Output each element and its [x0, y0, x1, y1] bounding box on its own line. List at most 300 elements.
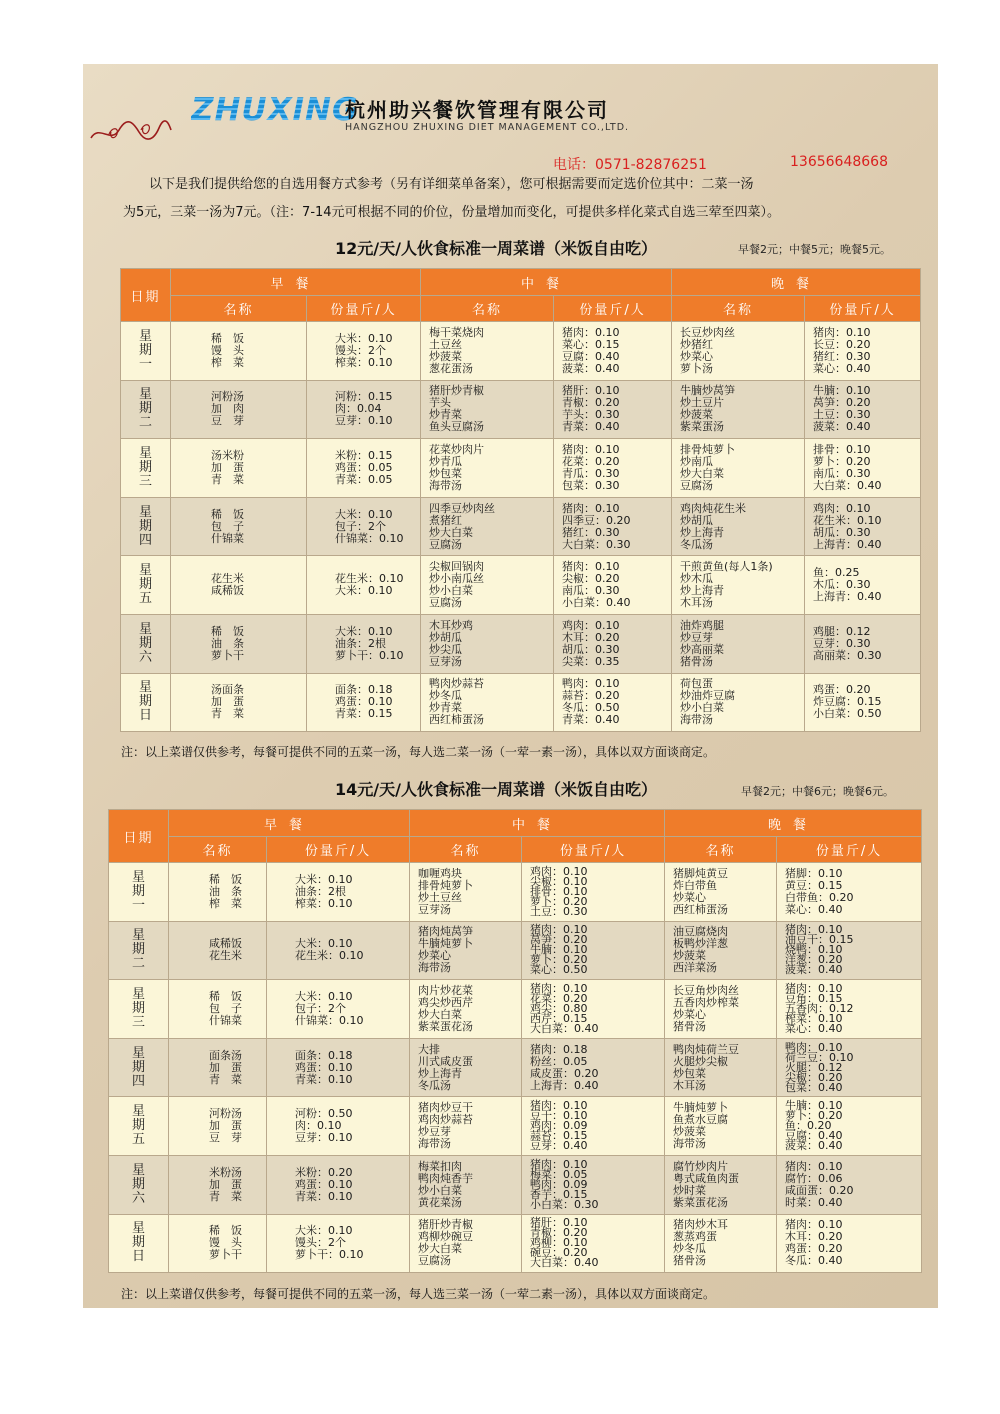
dish-name: 炒菠菜 [680, 408, 714, 422]
table-row [109, 863, 922, 922]
dish-name: 榨 菜 [209, 896, 242, 910]
dish-name: 海带汤 [673, 1137, 707, 1151]
day-cell [121, 497, 171, 556]
portion-value: 五香肉：0.12 [785, 1001, 854, 1015]
day-char: 日 [131, 1249, 145, 1265]
dish-name: 炒南瓜 [680, 454, 714, 468]
subheader-row [109, 837, 922, 863]
dish-cell [672, 673, 805, 732]
col-header-name: 名称 [421, 296, 554, 322]
dish-name: 炒土豆片 [680, 396, 725, 410]
dish-name: 油 条 [209, 884, 242, 898]
dish-name: 土豆丝 [429, 337, 463, 351]
portion-value: 菜心：0.50 [530, 963, 588, 977]
day-cell [109, 1214, 169, 1273]
menu-title-14: 14元/天/人伙食标准一周菜谱（米饭自由吃） [335, 780, 657, 799]
dish-name: 汤米粉 [211, 448, 244, 462]
subheader-row [121, 296, 921, 322]
portion-value: 排骨：0.10 [530, 884, 588, 898]
dish-cell [665, 1097, 777, 1156]
mobile-number: 13656648668 [790, 154, 888, 170]
portion-value: 小白菜：0.30 [530, 1197, 599, 1211]
dish-name: 萝卜汤 [680, 361, 714, 375]
portion-value: 鸡肉：0.10 [562, 618, 620, 632]
dish-name: 炒高丽菜 [680, 642, 725, 656]
portion-cell [554, 322, 672, 381]
portion-value: 冬瓜：0.40 [785, 1254, 843, 1268]
portion-value: 鸭肉：0.10 [562, 677, 620, 691]
dish-name: 排骨炖萝卜 [680, 442, 736, 456]
dish-cell [421, 380, 554, 439]
dish-name: 炒青菜 [429, 408, 463, 422]
dish-name: 煮猪红 [429, 513, 463, 527]
company-logo: ZHUXING [191, 92, 359, 128]
dish-name: 木耳汤 [680, 596, 714, 610]
dish-name: 猪肉炖莴笋 [418, 925, 474, 939]
portion-value: 冬瓜：0.50 [562, 701, 620, 715]
dish-name: 炒冬瓜 [429, 689, 463, 703]
dish-name: 海带汤 [429, 478, 463, 492]
portion-value: 豆腐：0.40 [562, 349, 620, 363]
dish-name: 海带汤 [680, 713, 714, 727]
dish-name: 炒菠菜 [673, 949, 707, 963]
day-char: 星 [131, 986, 145, 1002]
portion-value: 小白菜：0.40 [562, 596, 631, 610]
dish-name: 炒青菜 [429, 701, 463, 715]
portion-cell [307, 322, 421, 381]
dish-cell [169, 863, 267, 922]
portion-value: 青菜：0.15 [335, 707, 393, 721]
dish-name: 豆芽汤 [429, 654, 463, 668]
dish-name: 猪骨汤 [673, 1019, 707, 1033]
portion-cell [554, 673, 672, 732]
dish-cell [421, 556, 554, 615]
dish-name: 炒猪红 [680, 337, 714, 351]
dish-name: 火腿炒尖椒 [673, 1054, 729, 1068]
day-char: 五 [138, 591, 152, 607]
day-char: 期 [138, 459, 152, 475]
day-char: 三 [138, 473, 152, 489]
portion-value: 粉丝：0.05 [530, 1054, 588, 1068]
portion-value: 高丽菜：0.30 [813, 648, 882, 662]
dish-name: 木耳汤 [673, 1078, 707, 1092]
portion-value: 鸡蛋：0.10 [295, 1177, 353, 1191]
portion-value: 上海青：0.40 [530, 1078, 599, 1092]
day-char: 星 [131, 1221, 145, 1237]
table-row [121, 673, 921, 732]
portion-cell [307, 673, 421, 732]
day-char: 四 [138, 532, 152, 548]
dish-cell [171, 439, 307, 498]
portion-value: 豆角：0.15 [785, 991, 843, 1005]
portion-value: 菠菜：0.40 [785, 1139, 843, 1153]
portion-value: 咸面蛋：0.20 [785, 1183, 854, 1197]
dish-name: 炒大白菜 [680, 466, 725, 480]
portion-value: 猪肉：0.10 [530, 1099, 588, 1113]
col-header-name: 名称 [171, 296, 307, 322]
portion-value: 碗豆：0.20 [530, 1246, 588, 1260]
portion-cell [267, 1155, 410, 1214]
portion-value: 猪肉：0.10 [530, 981, 588, 995]
col-header-breakfast: 早餐 [169, 810, 410, 837]
dish-name: 稀 饭 [209, 989, 242, 1003]
portion-cell [522, 1038, 665, 1097]
dish-name: 青 菜 [209, 1072, 242, 1086]
portion-value: 鸡蛋：0.05 [335, 460, 393, 474]
portion-value: 包菜：0.40 [785, 1080, 843, 1094]
portion-value: 菜心：0.40 [785, 1021, 843, 1035]
day-char: 星 [131, 869, 145, 885]
dish-name: 油豆腐烧肉 [673, 925, 729, 939]
dish-name: 炒小白菜 [418, 1183, 463, 1197]
day-char: 期 [131, 1059, 145, 1075]
dish-name: 青 菜 [209, 1189, 242, 1203]
portion-value: 蒜苔：0.20 [562, 689, 620, 703]
dish-name: 鸡尖炒西芹 [418, 995, 474, 1009]
portion-cell [307, 439, 421, 498]
dish-name: 豆腐汤 [680, 478, 714, 492]
day-cell [109, 980, 169, 1039]
portion-value: 咸皮蛋：0.20 [530, 1066, 599, 1080]
company-name-cn: 杭州助兴餐饮管理有限公司 [345, 98, 609, 122]
portion-value: 猪肉：0.10 [530, 923, 588, 937]
table-row [121, 614, 921, 673]
day-cell [109, 921, 169, 980]
portion-value: 猪肉：0.18 [530, 1042, 588, 1056]
portion-value: 青菜：0.10 [295, 1072, 353, 1086]
dish-cell [421, 322, 554, 381]
portion-value: 花菜：0.20 [562, 454, 620, 468]
portion-value: 鸡蛋：0.10 [295, 1060, 353, 1074]
dish-name: 排骨炖萝卜 [418, 878, 474, 892]
portion-cell [522, 980, 665, 1039]
portion-value: 猪肝：0.10 [530, 1216, 588, 1230]
dish-name: 加 蛋 [209, 1119, 242, 1133]
portion-value: 胡瓜：0.30 [813, 525, 871, 539]
dish-name: 炒青瓜 [429, 454, 463, 468]
dish-cell [169, 1038, 267, 1097]
day-cell [109, 1155, 169, 1214]
portion-cell [522, 1214, 665, 1273]
portion-value: 猪肉：0.10 [813, 325, 871, 339]
portion-value: 大白菜：0.40 [530, 1021, 599, 1035]
col-header-portion: 份量斤/人 [805, 296, 921, 322]
portion-value: 猪肉：0.10 [785, 1218, 843, 1232]
col-header-breakfast: 早餐 [171, 269, 421, 296]
portion-value: 烧鸭：0.10 [785, 943, 843, 957]
dish-cell [421, 439, 554, 498]
day-cell [121, 439, 171, 498]
portion-value: 豆芽：0.10 [335, 414, 393, 428]
dish-name: 加 蛋 [211, 460, 244, 474]
portion-value: 油豆干：0.15 [785, 933, 854, 947]
portion-value: 鸡柳：0.10 [530, 1236, 588, 1250]
portion-value: 时菜：0.40 [785, 1195, 843, 1209]
portion-value: 大米：0.10 [295, 1224, 353, 1238]
dish-name: 炒豆芽 [418, 1125, 452, 1139]
portion-cell [805, 497, 921, 556]
portion-value: 鸡蛋：0.20 [813, 683, 871, 697]
portion-value: 猪肉：0.10 [785, 923, 843, 937]
portion-value: 油条：2根 [335, 636, 386, 650]
intro-line: 为5元，三菜一汤为7元。（注：7-14元可根据不同的价位，份量增加而变化，可提供多样化菜式自选三荤至四菜）。 [123, 205, 781, 220]
dish-name: 豆 芽 [209, 1131, 242, 1145]
portion-cell [267, 863, 410, 922]
portion-value: 大米：0.10 [295, 937, 353, 951]
dish-name: 豆 芽 [211, 414, 244, 428]
dish-name: 加 蛋 [211, 695, 244, 709]
table-row [121, 322, 921, 381]
dish-name: 紫菜蛋花汤 [673, 1195, 729, 1209]
portion-value: 青椒：0.20 [562, 396, 620, 410]
portion-value: 包菜：0.30 [562, 478, 620, 492]
dish-name: 花菜炒肉片 [429, 442, 485, 456]
portion-value: 豆腐：0.40 [785, 1129, 843, 1143]
portion-value: 小白菜：0.50 [813, 707, 882, 721]
menu-note-12: 注：以上菜谱仅供参考，每餐可提供不同的五菜一汤，每人选二菜一汤（一荤一素一汤），具体以双方面谈商定。 [121, 745, 716, 759]
dish-name: 鸭肉炖荷兰豆 [673, 1042, 740, 1056]
portion-value: 什锦菜：0.10 [335, 531, 404, 545]
dish-name: 紫菜蛋花汤 [418, 1019, 474, 1033]
col-header-dinner: 晚餐 [672, 269, 921, 296]
dish-cell [421, 673, 554, 732]
dish-cell [171, 614, 307, 673]
day-char: 星 [138, 504, 152, 520]
dish-name: 面条汤 [209, 1048, 242, 1062]
portion-value: 大白菜：0.40 [530, 1256, 599, 1270]
col-header-lunch: 中餐 [421, 269, 672, 296]
dish-name: 鸡肉炖花生米 [680, 501, 747, 515]
portion-value: 荷兰豆：0.10 [785, 1050, 854, 1064]
col-header-name: 名称 [169, 837, 267, 863]
portion-cell [307, 556, 421, 615]
day-char: 星 [131, 1104, 145, 1120]
dish-name: 加 肉 [211, 402, 244, 416]
portion-value: 尖椒：0.20 [785, 1070, 843, 1084]
dish-name: 炒小白菜 [429, 584, 474, 598]
day-char: 星 [131, 928, 145, 944]
portion-value: 猪肉：0.10 [785, 1159, 843, 1173]
dish-name: 冬瓜汤 [418, 1078, 452, 1092]
portion-value: 蒜苔：0.15 [530, 1129, 588, 1143]
portion-value: 西芹：0.15 [530, 1011, 588, 1025]
dish-name: 牛腩炖萝卜 [673, 1101, 729, 1115]
dish-name: 梅干菜烧肉 [429, 325, 485, 339]
dish-name: 包 子 [211, 519, 244, 533]
portion-value: 花菜：0.20 [530, 991, 588, 1005]
portion-value: 米粉：0.20 [295, 1165, 353, 1179]
day-cell [121, 380, 171, 439]
portion-value: 肉：0.10 [295, 1119, 342, 1133]
portion-value: 萝卜：0.20 [785, 1109, 843, 1123]
portion-value: 腐竹：0.06 [785, 1171, 843, 1185]
day-cell [109, 1097, 169, 1156]
menu-table-14 [108, 809, 922, 1273]
portion-value: 青菜：0.40 [562, 713, 620, 727]
dish-name: 加 蛋 [209, 1177, 242, 1191]
portion-cell [777, 1097, 922, 1156]
dish-cell [410, 980, 522, 1039]
dish-name: 西红柿蛋汤 [673, 902, 729, 916]
day-cell [121, 614, 171, 673]
portion-value: 猪肉：0.10 [562, 325, 620, 339]
dish-cell [410, 1097, 522, 1156]
dish-name: 榨 菜 [211, 355, 244, 369]
portion-value: 青菜：0.10 [295, 1189, 353, 1203]
day-char: 星 [138, 621, 152, 637]
portion-cell [522, 1155, 665, 1214]
day-char: 星 [131, 1162, 145, 1178]
portion-value: 上海青：0.40 [813, 590, 882, 604]
portion-cell [267, 1038, 410, 1097]
day-char: 日 [138, 708, 152, 724]
dish-name: 四季豆炒肉丝 [429, 501, 496, 515]
dish-cell [665, 1214, 777, 1273]
portion-value: 豆芽：0.30 [813, 636, 871, 650]
portion-value: 青菜：0.05 [335, 472, 393, 486]
dish-name: 油 条 [211, 636, 244, 650]
portion-value: 猪肉：0.10 [785, 981, 843, 995]
portion-cell [554, 614, 672, 673]
portion-value: 花生米：0.10 [335, 572, 404, 586]
day-char: 期 [138, 635, 152, 651]
dish-name: 猪肉炒木耳 [673, 1218, 729, 1232]
portion-value: 芋头：0.30 [562, 408, 620, 422]
dish-name: 稀 饭 [211, 624, 244, 638]
table-row [109, 1097, 922, 1156]
portion-cell [805, 439, 921, 498]
dish-name: 牛腩炒莴笋 [680, 384, 736, 398]
dish-name: 稀 饭 [209, 872, 242, 886]
table-row [109, 1038, 922, 1097]
portion-cell [554, 497, 672, 556]
dish-name: 青 菜 [211, 707, 244, 721]
portion-value: 鸡蛋：0.20 [785, 1242, 843, 1256]
portion-cell [307, 497, 421, 556]
dish-name: 猪肉炒豆干 [418, 1101, 474, 1115]
dish-name: 长豆角炒肉丝 [673, 983, 740, 997]
dish-name: 猪骨汤 [673, 1254, 707, 1268]
table-row [121, 497, 921, 556]
dish-cell [169, 980, 267, 1039]
portion-value: 青椒：0.20 [530, 1226, 588, 1240]
portion-value: 白带鱼：0.20 [785, 890, 854, 904]
portion-value: 大白菜：0.40 [813, 478, 882, 492]
portion-value: 鸡腿：0.12 [813, 624, 871, 638]
portion-value: 牛腩：0.10 [530, 943, 588, 957]
dish-name: 什锦菜 [209, 1013, 242, 1027]
portion-value: 菠菜：0.40 [562, 361, 620, 375]
day-char: 星 [138, 680, 152, 696]
portion-value: 上海青：0.40 [813, 537, 882, 551]
table-row [121, 380, 921, 439]
portion-value: 木耳：0.20 [785, 1230, 843, 1244]
portion-value: 馒头：2个 [335, 343, 386, 357]
col-header-portion: 份量斤/人 [554, 296, 672, 322]
dish-name: 荷包蛋 [680, 677, 714, 691]
portion-value: 大米：0.10 [335, 507, 393, 521]
portion-value: 菜心：0.15 [562, 337, 620, 351]
portion-value: 大米：0.10 [335, 584, 393, 598]
dish-name: 猪骨汤 [680, 654, 714, 668]
dish-name: 炒上海青 [680, 525, 725, 539]
dish-name: 尖椒回锅肉 [429, 560, 485, 574]
portion-value: 尖椒：0.20 [562, 572, 620, 586]
dish-name: 长豆炒肉丝 [680, 325, 736, 339]
portion-value: 花生米：0.10 [813, 513, 882, 527]
portion-cell [777, 1038, 922, 1097]
col-header-portion: 份量斤/人 [522, 837, 665, 863]
dish-name: 炒包菜 [673, 1066, 707, 1080]
dish-name: 豆腐汤 [418, 1254, 452, 1268]
dish-name: 五香肉炒榨菜 [673, 995, 740, 1009]
phone-number: 电话：0571-82876251 [553, 157, 707, 173]
portion-cell [805, 380, 921, 439]
dish-cell [410, 1038, 522, 1097]
dish-name: 馒 头 [211, 343, 244, 357]
portion-value: 包子：2个 [335, 519, 386, 533]
portion-value: 肉：0.04 [335, 402, 382, 416]
portion-cell [777, 1214, 922, 1273]
dish-name: 西洋菜汤 [673, 961, 718, 975]
portion-value: 木耳：0.20 [562, 630, 620, 644]
day-char: 二 [131, 956, 145, 972]
dish-cell [410, 1214, 522, 1273]
dish-name: 稀 饭 [211, 331, 244, 345]
day-char: 六 [138, 649, 152, 665]
dish-name: 粤式咸鱼肉蛋 [673, 1171, 740, 1185]
dish-name: 炒上海青 [418, 1066, 463, 1080]
dish-cell [665, 1155, 777, 1214]
dish-name: 咸稀饭 [211, 584, 244, 598]
day-char: 六 [131, 1190, 145, 1206]
portion-value: 豆干：0.10 [530, 1109, 588, 1123]
dish-name: 炒菜心 [673, 890, 707, 904]
dish-cell [665, 1038, 777, 1097]
portion-value: 猪肉：0.10 [562, 501, 620, 515]
dish-cell [672, 614, 805, 673]
portion-value: 大米：0.10 [295, 872, 353, 886]
dish-name: 炸白带鱼 [673, 878, 718, 892]
day-char: 期 [138, 342, 152, 358]
dish-name: 紫菜蛋汤 [680, 420, 725, 434]
dish-name: 萝卜干 [209, 1248, 242, 1262]
portion-value: 猪肝：0.10 [562, 384, 620, 398]
portion-value: 豆芽：0.40 [530, 1139, 588, 1153]
day-cell [121, 322, 171, 381]
dish-cell [672, 556, 805, 615]
portion-cell [554, 556, 672, 615]
dish-name: 黄花菜汤 [418, 1195, 463, 1209]
portion-value: 莴笋：0.20 [530, 933, 588, 947]
portion-cell [267, 921, 410, 980]
menu-table-12 [120, 268, 921, 732]
day-char: 三 [131, 1014, 145, 1030]
day-char: 一 [138, 356, 152, 372]
intro-text [123, 171, 923, 227]
dish-cell [410, 863, 522, 922]
dish-cell [171, 673, 307, 732]
col-header-portion: 份量斤/人 [307, 296, 421, 322]
day-char: 期 [131, 942, 145, 958]
table-row [109, 1214, 922, 1273]
dish-name: 炒菠菜 [429, 349, 463, 363]
day-char: 四 [131, 1073, 145, 1089]
portion-cell [777, 980, 922, 1039]
dish-name: 猪肝炒青椒 [429, 384, 485, 398]
portion-value: 包子：2个 [295, 1001, 346, 1015]
dish-name: 花生米 [211, 572, 244, 586]
